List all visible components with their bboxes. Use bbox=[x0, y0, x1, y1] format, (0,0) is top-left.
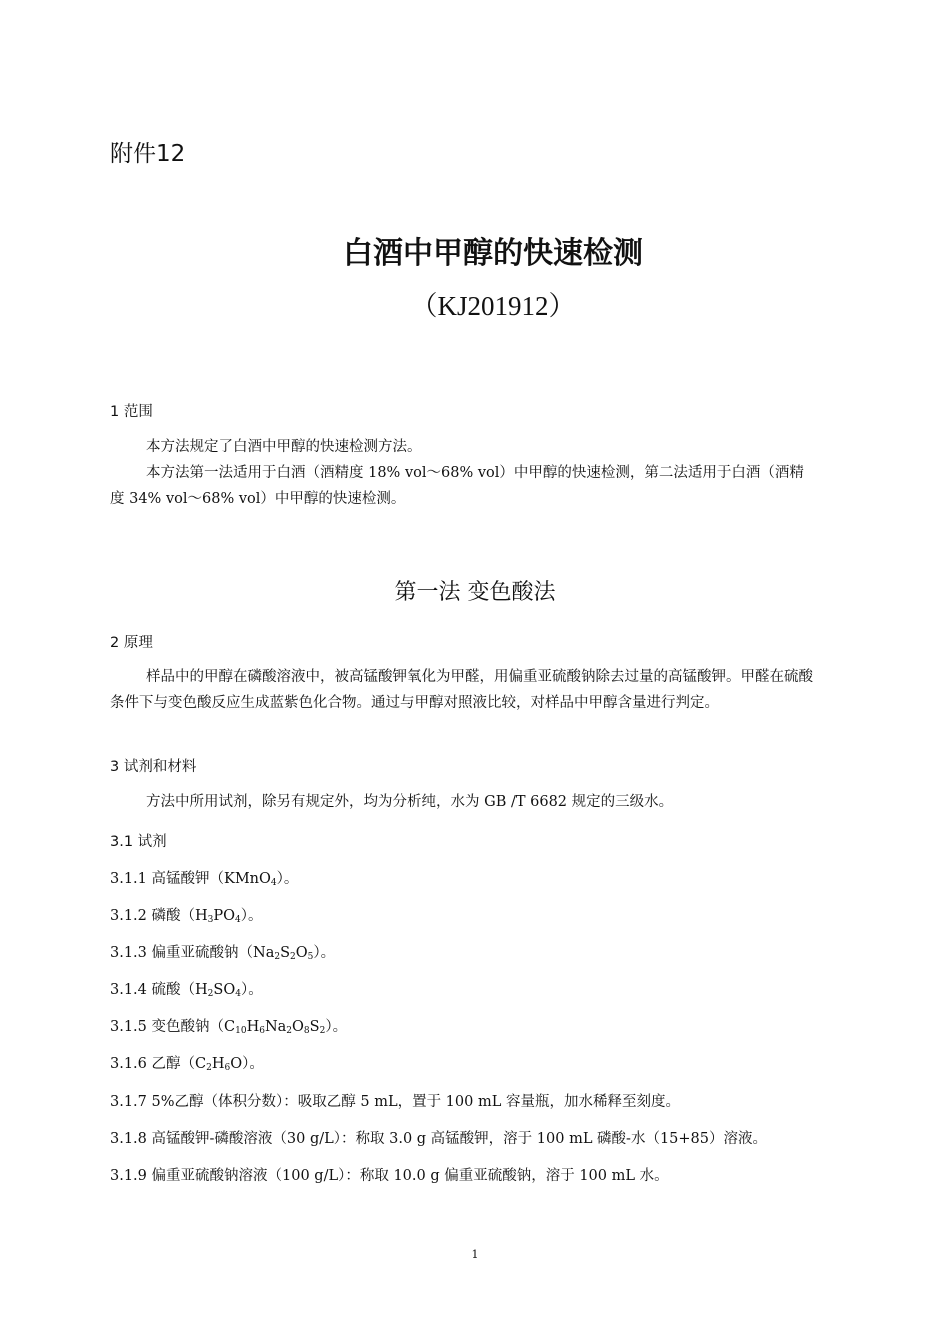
reagent-item-4: 3.1.4 硫酸$(H_2SO_4)$。 bbox=[110, 982, 263, 999]
section-3-paragraph: 方法中所用试剂，除另有规定外，均为分析纯，水为 GB /T 6682 规定的三级水。 bbox=[146, 794, 674, 810]
section-1-paragraph-1: 本方法规定了白酒中甲醇的快速检测方法。 bbox=[146, 439, 422, 455]
method-1-title: 第一法 变色酸法 bbox=[394, 580, 556, 605]
reagent-item-1: 3.1.1 高锰酸钾（KMnO$_4$）。 bbox=[110, 871, 299, 888]
section-1-heading: 1 范围 bbox=[110, 404, 153, 420]
reagent-item-7: 3.1.7 5%乙醇（体积分数）：吸取乙醇 5 mL，置于 100 mL 容量瓶，加水稀释至刻度。 bbox=[110, 1094, 680, 1110]
document-title: 白酒中甲醇的快速检测 bbox=[343, 236, 643, 271]
section-3-heading: 3 试剂和材料 bbox=[110, 759, 197, 775]
page-number: 1 bbox=[471, 1248, 479, 1261]
reagent-item-6: 3.1.6 乙醇$(C_2H_6O)$。 bbox=[110, 1056, 264, 1073]
section-3-1-heading: 3.1 试剂 bbox=[110, 834, 167, 850]
document-code: （KJ201912） bbox=[410, 291, 576, 321]
section-2-paragraph: 样品中的甲醇在磷酸溶液中，被高锰酸钾氧化为甲醛，用偏重亚硫酸钠除去过量的高锰酸钾。甲醛在硫酸条件下与变色酸反应生成蓝紫色化合物。通过与甲醇对照液比较，对样品中甲醇含量进行判定。 bbox=[110, 669, 813, 711]
reagent-item-8: 3.1.8 高锰酸钾-磷酸溶液（30 g/L）：称取 3.0 g 高锰酸钾，溶于 100 mL 磷酸-水（15+85）溶液。 bbox=[110, 1131, 768, 1147]
section-2-heading: 2 原理 bbox=[110, 635, 153, 651]
attachment-label: 附件12 bbox=[110, 141, 186, 167]
section-1-paragraph-2: 本方法第一法适用于白酒（酒精度 18% vol～68% vol）中甲醇的快速检测，第二法适用于白酒（酒精度 34% vol～68% vol）中甲醇的快速检测。 bbox=[110, 465, 804, 507]
reagent-item-5: 3.1.5 变色酸钠$(C_{10}H_6Na_2O_8S_2)$。 bbox=[110, 1019, 348, 1036]
reagent-item-3: 3.1.3 偏重亚硫酸钠$(Na_2S_2O_5)$。 bbox=[110, 945, 336, 962]
reagent-item-2: 3.1.2 磷酸$(H_3PO_4)$。 bbox=[110, 908, 263, 925]
reagent-item-9: 3.1.9 偏重亚硫酸钠溶液（100 g/L）：称取 10.0 g 偏重亚硫酸钠，溶于 100 mL 水。 bbox=[110, 1168, 669, 1184]
